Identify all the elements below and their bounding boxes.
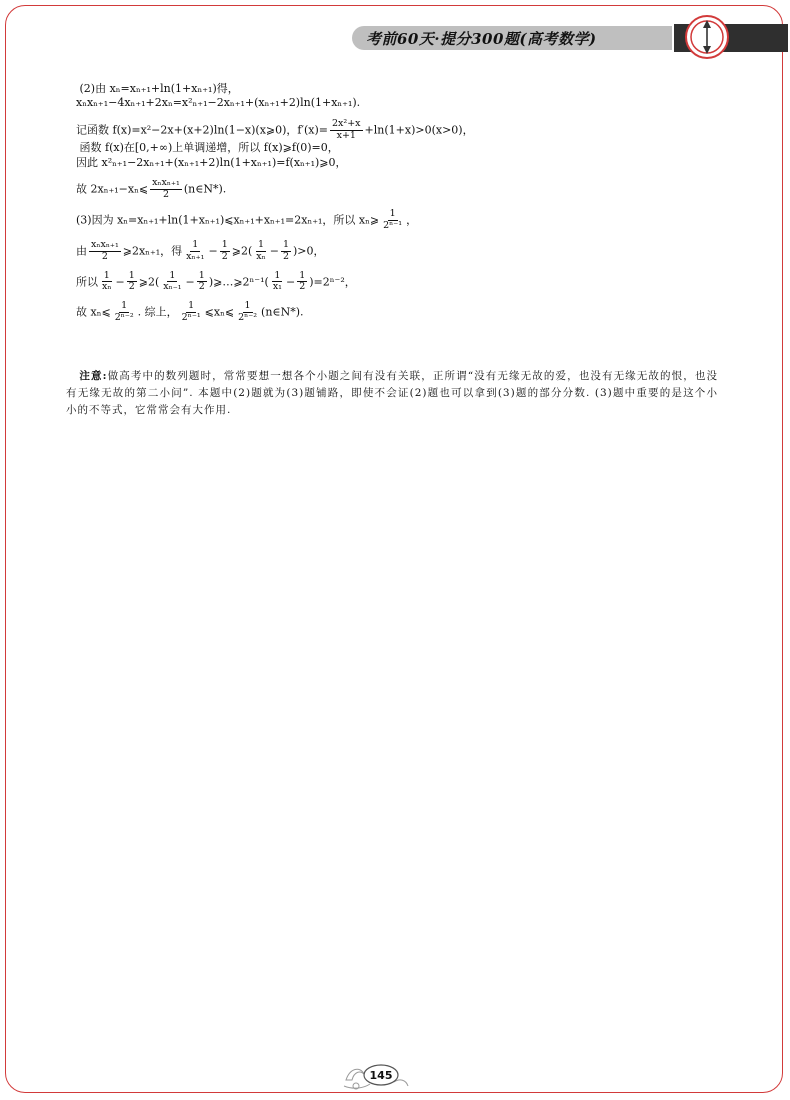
- page-number: 145: [369, 1068, 393, 1082]
- header-bar: [352, 26, 672, 50]
- solution-line: 由 $\frac{\text{xₙxₙ₊₁}}{2}$ ⩾2xₙ₊₁，得 $\frac{1}{\text{xₙ₊₁}}$ − $\frac{1}{2}$ ⩾2( $\frac{1}{\text{xₙ}}$ − $\frac{1}{2}$ )>0，: [76, 238, 325, 262]
- fraction: $\frac{1}{\text{2ⁿ⁻²}}$: [238, 300, 258, 324]
- solution-line: 函数 f(x)在[0,+∞)上单调递增，所以 f(x)⩾f(0)=0，: [79, 141, 339, 155]
- solution-line: 因此 x²ₙ₊₁−2xₙ₊₁+(xₙ₊₁+2)ln(1+xₙ₊₁)=f(xₙ₊₁)⩾0，: [76, 155, 347, 169]
- fraction: $\frac{1}{\text{xₙ₋₁}}$: [163, 269, 182, 293]
- solution-line: 所以 $\frac{1}{\text{xₙ}}$ − $\frac{1}{2}$ ⩾2( $\frac{1}{\text{xₙ₋₁}}$ − $\frac{1}{2}$ )⩾…⩾2ⁿ⁻¹( $\frac{1}{\text{x₁}}$ − $\frac{1}{2}$ )=2ⁿ⁻²，: [76, 269, 356, 293]
- page-header: [352, 20, 788, 54]
- fraction: $\frac{1}{\text{2ⁿ⁻²}}$: [114, 300, 134, 324]
- note-paragraph: [66, 368, 718, 419]
- fraction: $\frac{1}{2}$: [221, 238, 228, 262]
- fraction: $\frac{\text{xₙxₙ₊₁}}{2}$: [152, 177, 180, 200]
- fraction: $\frac{1}{2}$: [299, 269, 306, 293]
- fraction: $\frac{1}{\text{xₙ}}$: [256, 238, 266, 262]
- solution-line: (3)因为 xₙ=xₙ₊₁+ln(1+xₙ₊₁)⩽xₙ₊₁+xₙ₊₁=2xₙ₊₁，所以 xₙ⩾ $\frac{1}{\text{2ⁿ⁻¹}}$ ，: [76, 207, 418, 231]
- solution-body: [76, 82, 716, 324]
- note-text: 做高考中的数列题时，常常要想一想各个小题之间有没有关联，正所谓“没有无缘无故的爱，也没有无缘无故的恨，也没有无缘无故的第二小问”. 本题中(2)题就为(3)题铺路，即使不会证(2)题也可以拿到(3)题的部分分数. (3)题中重要的是这个小小的不等式，它常常会有大作用.: [66, 370, 718, 416]
- header-title: 考前60天·提分300题(高考数学): [366, 29, 597, 48]
- solution-line: 故 xₙ⩽ $\frac{1}{\text{2ⁿ⁻²}}$ . 综上， $\frac{1}{\text{2ⁿ⁻¹}}$ ⩽xₙ⩽ $\frac{1}{\text{2ⁿ⁻²}}$ (n∈N*).: [76, 300, 304, 324]
- fraction: $\frac{1}{2}$: [282, 238, 289, 262]
- fraction: $\frac{\text{2x²+x}}{x+1}$: [332, 117, 361, 141]
- solution-line: (2)由 xₙ=xₙ₊₁+ln(1+xₙ₊₁)得，: [79, 82, 239, 95]
- fraction: $\frac{1}{2}$: [198, 269, 205, 293]
- page-number-area: [340, 1060, 410, 1092]
- note-label: 注意:: [79, 370, 108, 382]
- fraction: $\frac{1}{\text{xₙ₊₁}}$: [186, 238, 205, 262]
- fraction: $\frac{\text{xₙxₙ₊₁}}{2}$: [91, 238, 119, 262]
- solution-line: 故 2xₙ₊₁−xₙ⩽ $\frac{\text{xₙxₙ₊₁}}{2}$ (n∈N*).: [76, 177, 227, 200]
- fraction: $\frac{1}{\text{xₙ}}$: [102, 269, 112, 293]
- fraction: $\frac{1}{\text{x₁}}$: [272, 269, 282, 293]
- solution-line: 记函数 f(x)=x²−2x+(x+2)ln(1−x)(x⩾0)，f′(x)= $\frac{\text{2x²+x}}{x+1}$ +ln(1+x)>0(x>0)，: [76, 117, 474, 141]
- compass-icon: [682, 10, 732, 64]
- fraction: $\frac{1}{\text{2ⁿ⁻¹}}$: [181, 300, 201, 324]
- fraction: $\frac{1}{2}$: [128, 269, 135, 293]
- fraction: $\frac{1}{\text{2ⁿ⁻¹}}$: [383, 207, 403, 231]
- solution-line: xₙxₙ₊₁−4xₙ₊₁+2xₙ=x²ₙ₊₁−2xₙ₊₁+(xₙ₊₁+2)ln(1+xₙ₊₁).: [76, 96, 361, 110]
